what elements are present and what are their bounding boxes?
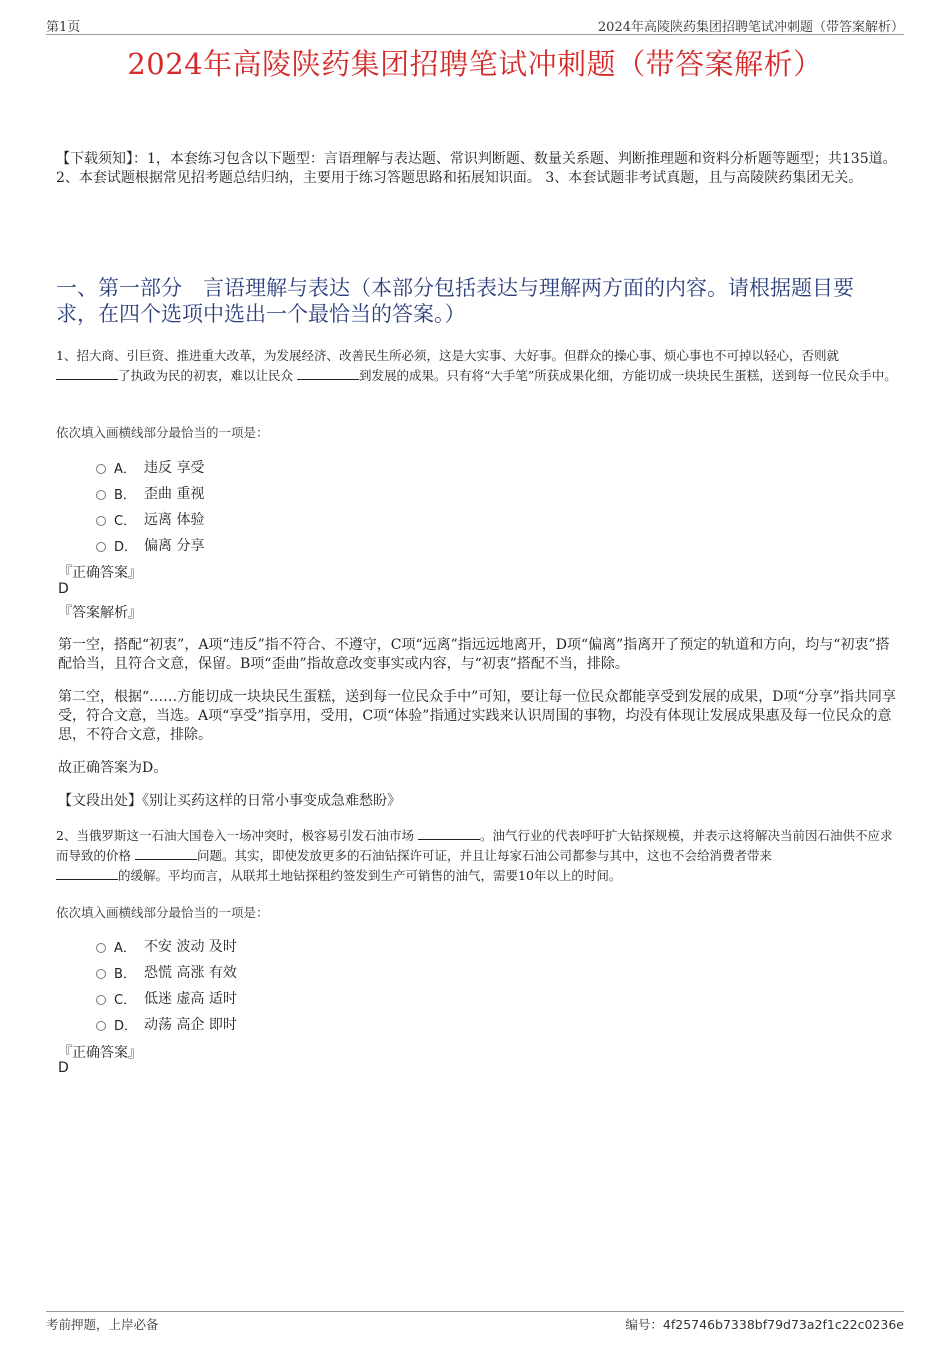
footer-doc-id: 编号：4f25746b7338bf79d73a2f1c22c0236e [625,1317,904,1332]
page-number: 第1页 [46,20,81,35]
footer-slogan: 考前押题，上岸必备 [46,1317,159,1332]
page-footer [46,1311,904,1336]
q1-answer-label: 『正确答案』 [58,565,142,581]
page-header [46,14,904,35]
radio-icon[interactable] [96,943,106,953]
q1-option-b[interactable] [96,483,204,503]
question-2-part1: 2、当俄罗斯这一石油大国卷入一场冲突时，极容易引发石油市场 [56,828,414,843]
q1-analysis-2: 第二空，根据“……方能切成一块块民生蛋糕，送到每一位民众手中”可知，要让每一位民众都能享受到发展的成果，D项“分享”指共同享受，符合文意，当选。A项“享受”指享用，受用，C项“体验”指通过实践来认识周围的事物，均没有体现让发展成果惠及每一位民众的意思，不符合文意，排除。 [58,689,896,743]
download-notice: 【下载须知】：1，本套练习包含以下题型：言语理解与表达题、常识判断题、数量关系题、判断推理题和资料分析题等题型；共135道。 2、本套试题根据常见招考题总结归纳，主要用于练习答题思路和拓展知识面。 3、本套试题非考试真题，且与高陵陕药集团无关。 [56,151,897,186]
blank-3 [56,867,118,880]
radio-icon[interactable] [96,516,106,526]
option-text: 偏离 分享 [144,538,205,554]
question-2-part3: 问题。其实，即使发放更多的石油钻探许可证，并且让每家石油公司都参与其中，这也不会给消费者带来 [197,848,773,863]
option-text: 恐慌 高涨 有效 [144,965,237,981]
q1-option-c[interactable] [96,509,204,529]
radio-icon[interactable] [96,542,106,552]
radio-icon[interactable] [96,464,106,474]
option-letter: B． [114,966,136,982]
question-1-part2: 了执政为民的初衷，难以让民众 [118,368,294,383]
blank-1 [56,367,118,380]
option-letter: A． [114,461,136,477]
question-2-prompt: 依次填入画横线部分最恰当的一项是： [56,905,269,920]
section-heading: 一、第一部分 言语理解与表达（本部分包括表达与理解两方面的内容。请根据题目要求，在四个选项中选出一个最恰当的答案。） [56,276,854,326]
q2-option-d[interactable] [96,1014,237,1034]
q1-option-a[interactable] [96,457,204,477]
q2-option-b[interactable] [96,962,237,982]
q2-option-c[interactable] [96,988,237,1008]
option-text: 歪曲 重视 [144,486,205,502]
option-text: 远离 体验 [144,512,205,528]
option-text: 违反 享受 [144,460,205,476]
document-title: 2024年高陵陕药集团招聘笔试冲刺题（带答案解析） [127,47,823,81]
blank-2 [135,847,197,860]
q1-analysis-1: 第一空，搭配“初衷”，A项“违反”指不符合、不遵守，C项“远离”指远远地离开，D项“偏离”指离开了预定的轨道和方向，均与“初衷”搭配恰当，且符合文意，保留。B项“歪曲”指故意改变事实或内容，与“初衷”搭配不当，排除。 [58,637,890,672]
header-doc-title: 2024年高陵陕药集团招聘笔试冲刺题（带答案解析） [597,20,904,35]
option-letter: B． [114,487,136,503]
blank-1 [418,827,480,840]
q1-answer: D [58,581,69,597]
q2-answer: D [58,1060,69,1076]
radio-icon[interactable] [96,969,106,979]
question-1-part1: 1、招大商、引巨资、推进重大改革，为发展经济、改善民生所必须，这是大实事、大好事。但群众的操心事、烦心事也不可掉以轻心，否则就 [56,348,839,363]
q1-source: 【文段出处】《别让买药这样的日常小事变成急难愁盼》 [58,793,401,809]
question-2-text [56,826,900,886]
option-text: 动荡 高企 即时 [144,1017,237,1033]
question-2-part2: 。油气行业的代表呼吁扩大钻探规模，并表示这将解决当前因石油供不应求而导致的价格 [56,828,893,863]
q2-option-a[interactable] [96,936,237,956]
question-1-prompt: 依次填入画横线部分最恰当的一项是： [56,425,269,440]
radio-icon[interactable] [96,490,106,500]
option-text: 不安 波动 及时 [144,939,237,955]
q1-conclusion: 故正确答案为D。 [58,760,168,776]
question-1-text [56,346,900,386]
option-letter: C． [114,992,137,1008]
q1-analysis-label: 『答案解析』 [58,605,142,621]
option-letter: D． [114,1018,138,1034]
q1-option-d[interactable] [96,535,204,555]
option-letter: A． [114,940,136,956]
option-letter: D． [114,539,138,555]
q2-answer-label: 『正确答案』 [58,1045,142,1061]
blank-2 [297,367,359,380]
radio-icon[interactable] [96,1021,106,1031]
radio-icon[interactable] [96,995,106,1005]
option-text: 低迷 虚高 适时 [144,991,237,1007]
question-2-part4: 的缓解。平均而言，从联邦土地钻探租约签发到生产可销售的油气，需要10年以上的时间。 [118,868,622,883]
question-1-part3: 到发展的成果。只有将“大手笔”所获成果化细，方能切成一块块民生蛋糕，送到每一位民众手中。 [359,368,897,383]
option-letter: C． [114,513,137,529]
